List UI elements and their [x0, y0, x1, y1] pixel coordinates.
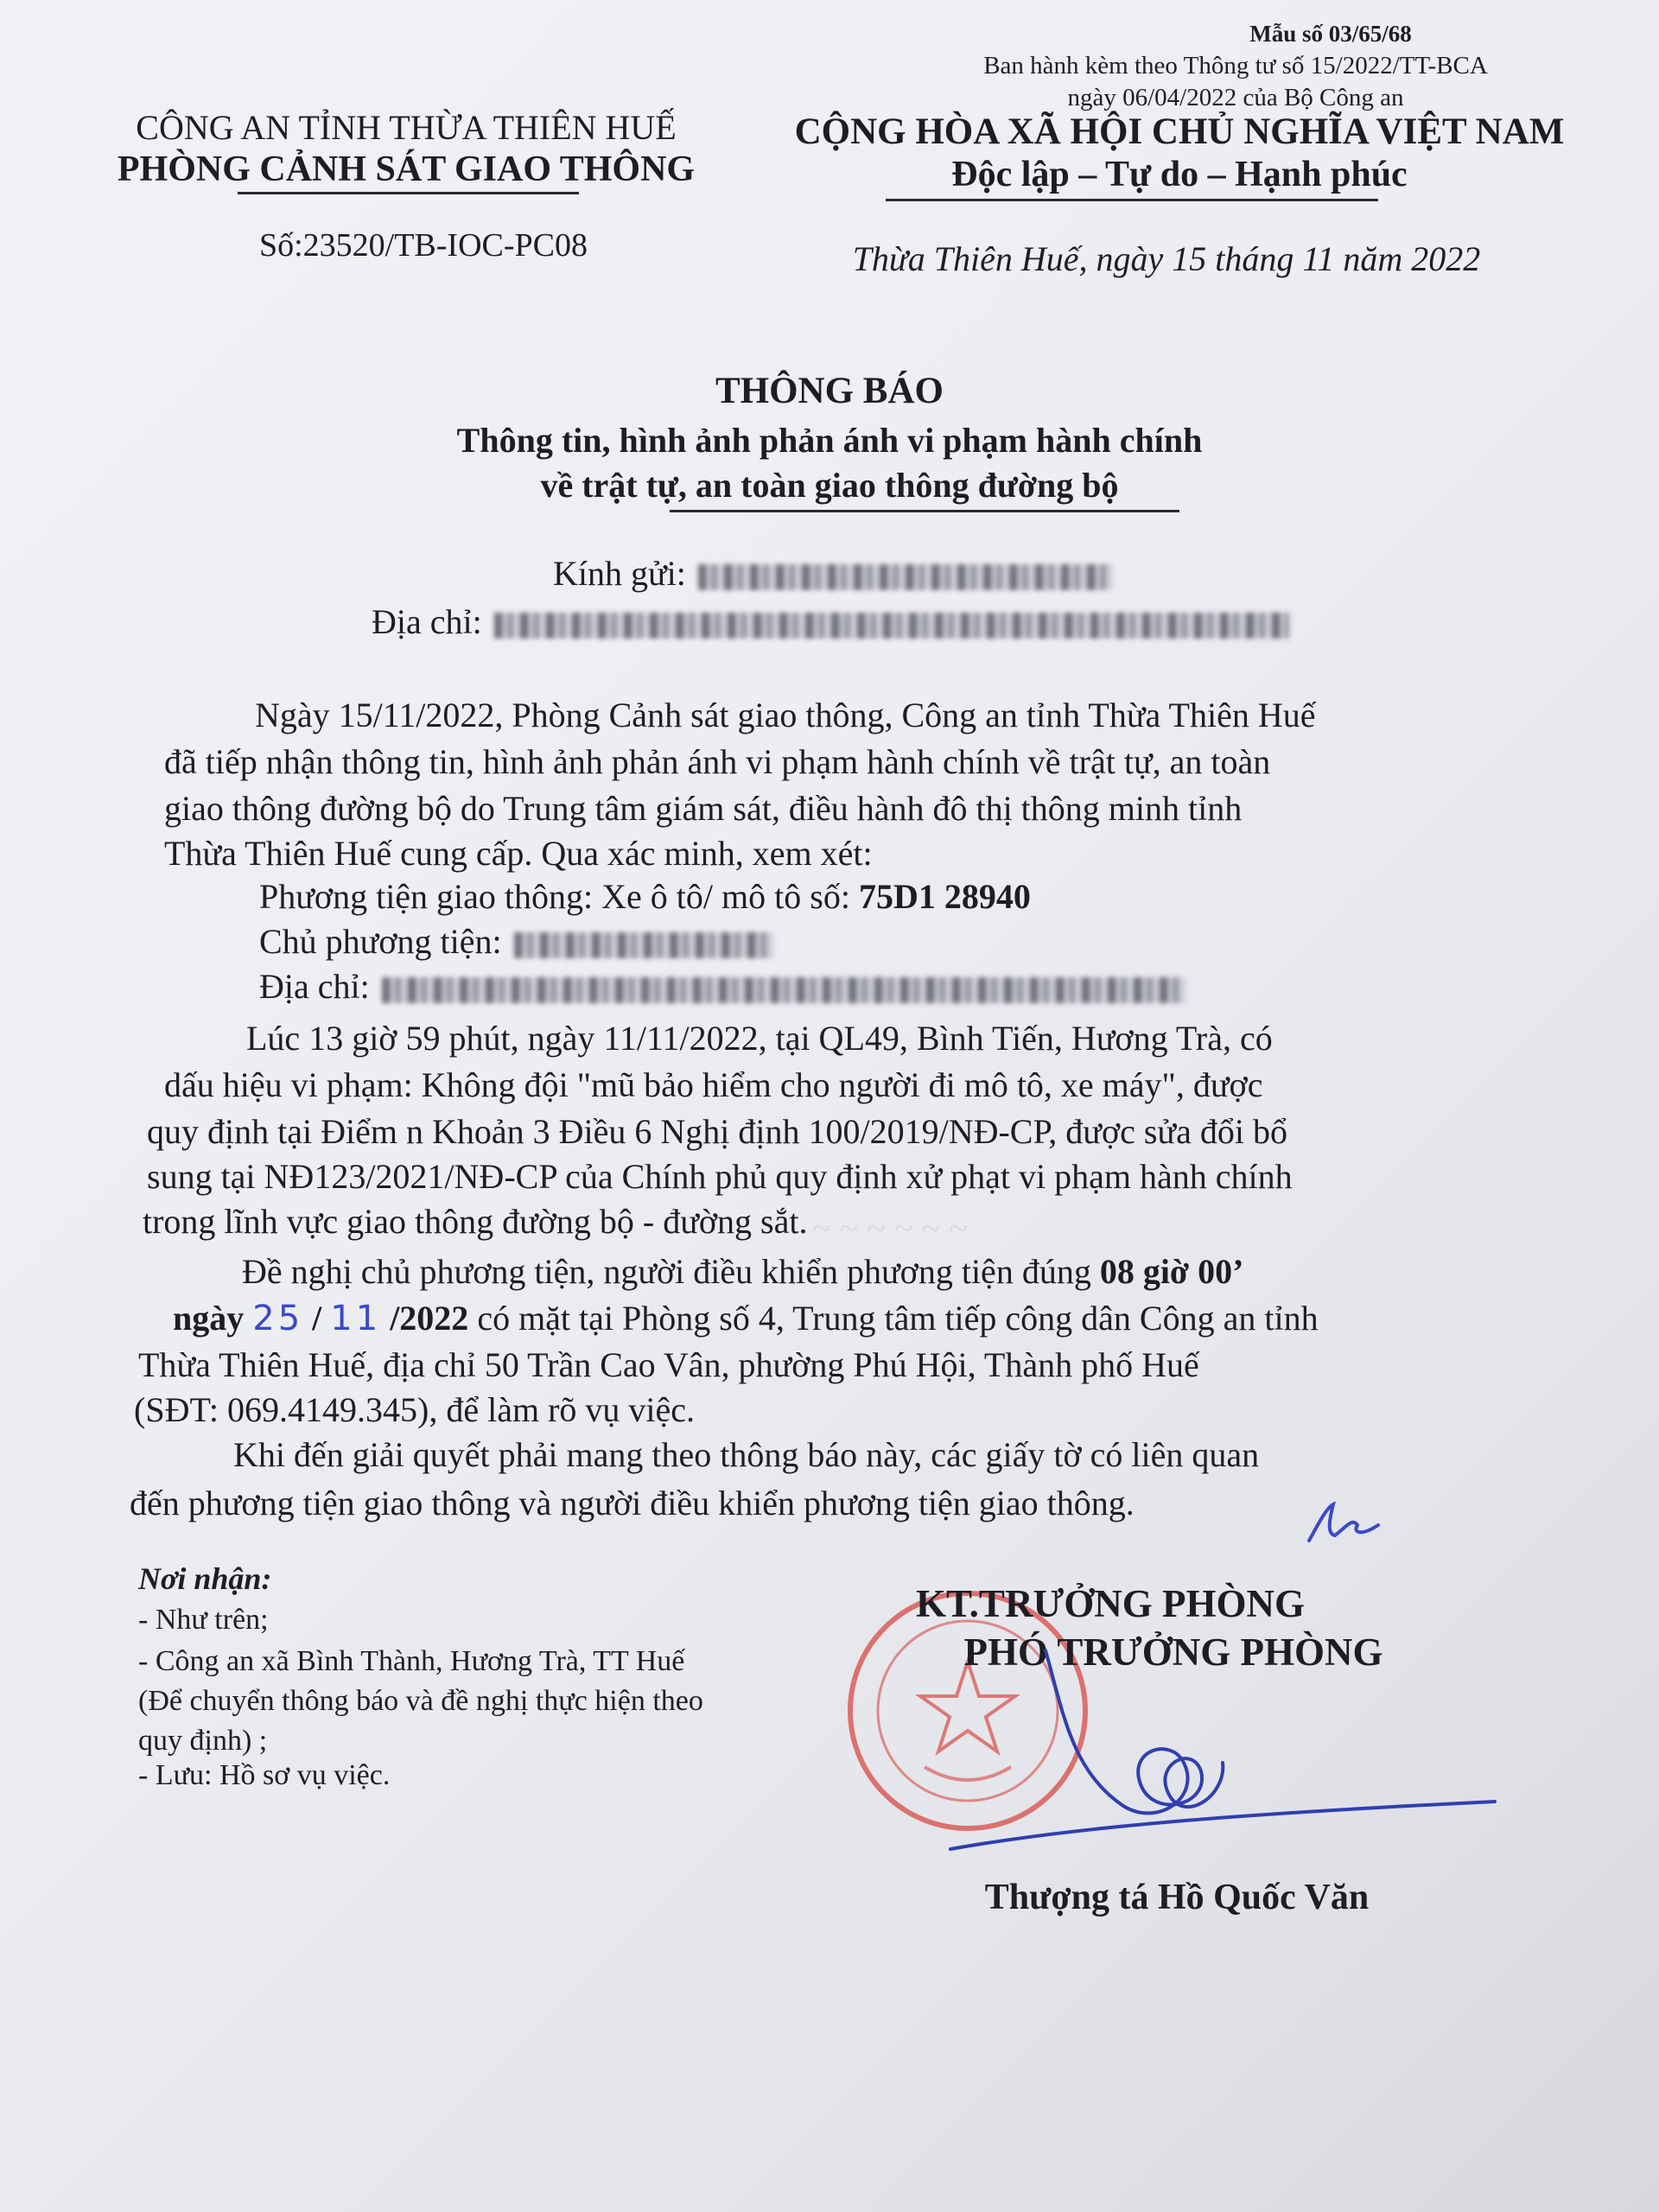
recipient-item: - Như trên;	[138, 1604, 269, 1636]
place-and-date: Thừa Thiên Huế, ngày 15 tháng 11 năm 2022	[852, 239, 1481, 278]
document-title: THÔNG BÁO	[715, 371, 944, 411]
handwritten-initial-icon	[1300, 1499, 1387, 1551]
owner-label: Chủ phương tiện:	[259, 922, 502, 961]
form-issued-line-1: Ban hành kèm theo Thông tư số 15/2022/TT-BCA	[983, 52, 1488, 79]
body-line: Ngày 15/11/2022, Phòng Cảnh sát giao thông, Công an tỉnh Thừa Thiên Huế	[255, 696, 1316, 734]
appointment-location: có mặt tại Phòng số 4, Trung tâm tiếp công dân Công an tỉnh	[477, 1299, 1319, 1338]
recipient-item: (Để chuyển thông báo và đề nghị thực hiện theo	[138, 1685, 703, 1717]
vehicle-label: Phương tiện giao thông: Xe ô tô/ mô tô số:	[259, 877, 850, 916]
body-line: (SĐT: 069.4149.345), để làm rõ vụ việc.	[134, 1390, 696, 1429]
date-label: ngày	[173, 1299, 245, 1338]
motto-underline	[886, 199, 1378, 201]
national-motto: Độc lập – Tự do – Hạnh phúc	[951, 155, 1408, 194]
appointment-time: 08 giờ 00’	[1099, 1252, 1244, 1291]
handwritten-signature-icon	[942, 1642, 1503, 1866]
body-line: giao thông đường bộ do Trung tâm giám sát, điều hành đô thị thông minh tỉnh	[164, 789, 1243, 828]
recipient-item: quy định) ;	[138, 1725, 268, 1757]
signer-name: Thượng tá Hồ Quốc Văn	[984, 1878, 1370, 1917]
form-issued-line-2: ngày 06/04/2022 của Bộ Công an	[1067, 84, 1404, 111]
recipient-item: - Công an xã Bình Thành, Hương Trà, TT Huế	[138, 1645, 685, 1677]
redacted-recipient-address	[494, 613, 1289, 639]
redacted-recipient-name	[698, 564, 1113, 590]
body-line: Thừa Thiên Huế cung cấp. Qua xác minh, xem xét:	[164, 834, 873, 873]
recipient-address	[372, 601, 1289, 642]
redacted-owner-address	[382, 977, 1185, 1003]
form-number: Mẫu số 03/65/68	[1249, 21, 1412, 47]
vehicle-plate: 75D1 28940	[858, 877, 1031, 916]
body-line: quy định tại Điểm n Khoản 3 Điều 6 Nghị định 100/2019/NĐ-CP, được sửa đổi bổ	[147, 1112, 1287, 1151]
body-line: đến phương tiện giao thông và người điều khiển phương tiện giao thông.	[130, 1484, 1135, 1522]
body-line: trong lĩnh vực giao thông đường bộ - đường sắt.	[143, 1202, 808, 1241]
form-issued-note	[899, 50, 1573, 114]
appointment-date-line	[173, 1298, 1319, 1338]
document-subtitle-2: về trật tự, an toàn giao thông đường bộ	[540, 466, 1119, 505]
date-year: /2022	[390, 1299, 469, 1338]
body-line: đã tiếp nhận thông tin, hình ảnh phản ánh vi phạm hành chính về trật tự, an toàn	[164, 742, 1271, 781]
redacted-owner-name	[514, 932, 773, 958]
date-separator: /	[312, 1299, 322, 1338]
body-line: Lúc 13 giờ 59 phút, ngày 11/11/2022, tại QL49, Bình Tiến, Hương Trà, có	[246, 1019, 1273, 1058]
vehicle-line	[259, 876, 1031, 917]
handwritten-month: 11	[330, 1299, 382, 1338]
agency-underline	[238, 192, 579, 194]
document-subtitle-1: Thông tin, hình ảnh phản ánh vi phạm hành chính	[456, 421, 1203, 460]
body-line: Thừa Thiên Huế, địa chỉ 50 Trần Cao Vân, phường Phú Hội, Thành phố Huế	[138, 1345, 1199, 1384]
appointment-text: Đề nghị chủ phương tiện, người điều khiển phương tiện đúng	[242, 1252, 1091, 1291]
greeting-label: Kính gửi:	[553, 554, 686, 593]
signer-title-2: PHÓ TRƯỞNG PHÒNG	[963, 1630, 1383, 1674]
signer-title-1: KT.TRƯỞNG PHÒNG	[916, 1582, 1305, 1625]
handwritten-day: 25	[252, 1299, 304, 1338]
body-line: Khi đến giải quyết phải mang theo thông báo này, các giấy tờ có liên quan	[233, 1435, 1260, 1474]
subtitle-underline	[670, 510, 1179, 512]
address-label: Địa chỉ:	[372, 602, 482, 641]
appointment-line	[242, 1251, 1243, 1292]
document-number: Số:23520/TB-IOC-PC08	[258, 227, 588, 264]
agency-parent: CÔNG AN TỈNH THỪA THIÊN HUẾ	[136, 108, 677, 147]
recipients-title: Nơi nhận:	[138, 1561, 272, 1596]
owner-address-line	[259, 966, 1185, 1007]
body-line: dấu hiệu vi phạm: Không đội "mũ bảo hiểm cho người đi mô tô, xe máy", được	[164, 1065, 1263, 1104]
agency-name: PHÒNG CẢNH SÁT GIAO THÔNG	[117, 149, 696, 189]
recipient-item: - Lưu: Hồ sơ vụ việc.	[138, 1759, 391, 1791]
recipient-greeting	[553, 553, 1113, 594]
nation-name: CỘNG HÒA XÃ HỘI CHỦ NGHĨA VIỆT NAM	[794, 111, 1565, 152]
owner-address-label: Địa chỉ:	[259, 967, 370, 1006]
body-line: sung tại NĐ123/2021/NĐ-CP của Chính phủ quy định xử phạt vi phạm hành chính	[147, 1157, 1293, 1196]
owner-line	[259, 921, 773, 962]
bleed-through-text: ~ ~ ~ ~ ~ ~	[812, 1209, 968, 1248]
